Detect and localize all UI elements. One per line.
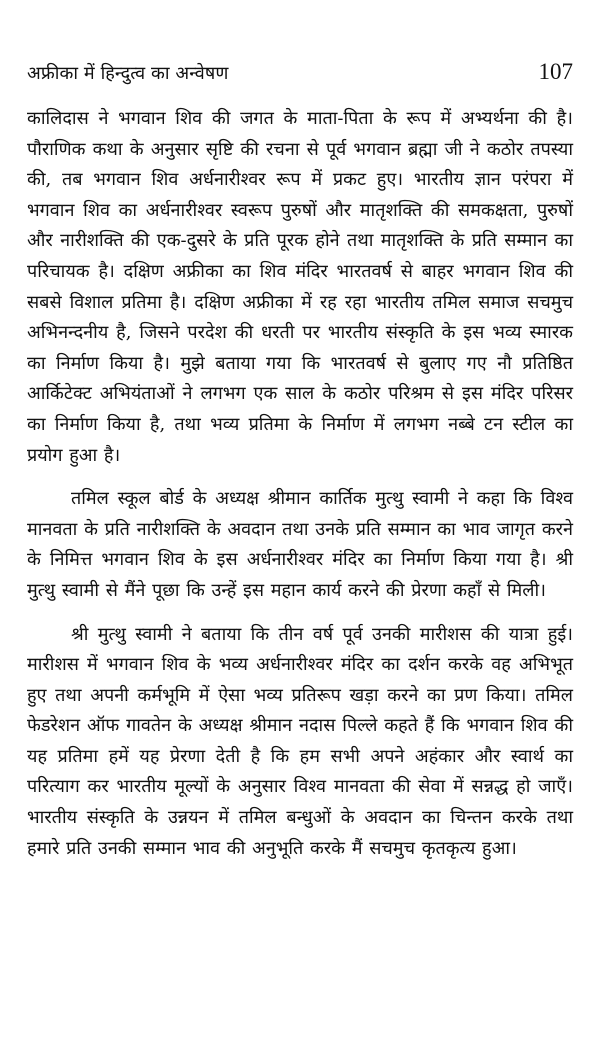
paragraph-3: श्री मुत्थु स्वामी ने बताया कि तीन वर्ष पूर्व उनकी मारीशस की यात्रा हुई। मारीशस में भगवान शिव के भव्य अर्धनारीश्वर मंदिर का दर्शन करके वह अभिभूत हुए तथा अपनी कर्मभूमि में ऐसा भव्य प्रतिरूप खड़ा करने का प्रण किया। तमिल फेडरेशन ऑफ गावतेन के अध्यक्ष श्रीमान नदास पिल्ले कहते हैं कि भगवान शिव की यह प्रतिमा हमें यह प्रेरणा देती है कि हम सभी अपने अहंकार और स्वार्थ का परित्याग कर भारतीय मूल्यों के अनुसार विश्व मानवता की सेवा में सन्नद्ध हो जाएँ। भारतीय संस्कृति के उन्नयन में तमिल बन्धुओं के अवदान का चिन्तन करके तथा हमारे प्रति उनकी सम्मान भाव की अनुभूति करके मैं सचमुच कृतकृत्य हुआ। [27, 623, 573, 859]
paragraph-1: कालिदास ने भगवान शिव की जगत के माता-पिता के रूप में अभ्यर्थना की है। पौराणिक कथा के अनुसार सृष्टि की रचना से पूर्व भगवान ब्रह्मा जी ने कठोर तपस्या की, तब भगवान शिव अर्धनारीश्वर रूप में प्रकट हुए। भारतीय ज्ञान परंपरा में भगवान शिव का अर्धनारीश्वर स्वरूप पुरुषों और मातृशक्ति की समकक्षता, पुरुषों और नारीशक्ति की एक-दुसरे के प्रति पूरक होने तथा मातृशक्ति के प्रति सम्मान का परिचायक है। दक्षिण अफ्रीका का शिव मंदिर भारतवर्ष से बाहर भगवान शिव की सबसे विशाल प्रतिमा है। दक्षिण अफ्रीका में रह रहा भारतीय तमिल समाज सचमुच अभिनन्दनीय है, जिसने परदेश की धरती पर भारतीय संस्कृति के इस भव्य स्मारक का निर्माण किया है। मुझे बताया गया कि भारतवर्ष से बुलाए गए नौ प्रतिष्ठित आर्किटेक्ट अभियंताओं ने लगभग एक साल के कठोर परिश्रम से इस मंदिर परिसर का निर्माण किया है, तथा भव्य प्रतिमा के निर्माण में लगभग नब्बे टन स्टील का प्रयोग हुआ है। [27, 108, 573, 466]
running-header-title: अफ्रीका में हिन्दुत्व का अन्वेषण [27, 63, 229, 84]
page-body [27, 104, 573, 864]
running-header [27, 58, 573, 86]
page-number: 107 [538, 59, 573, 84]
paragraph-2: तमिल स्कूल बोर्ड के अध्यक्ष श्रीमान कार्तिक मुत्थु स्वामी ने कहा कि विश्व मानवता के प्रति नारीशक्ति के अवदान तथा उनके प्रति सम्मान का भाव जागृत करने के निमित्त भगवान शिव के इस अर्धनारीश्वर मंदिर का निर्माण किया गया है। श्री मुत्थु स्वामी से मैंने पूछा कि उन्हें इस महान कार्य करने की प्रेरणा कहाँ से मिली। [27, 488, 573, 601]
